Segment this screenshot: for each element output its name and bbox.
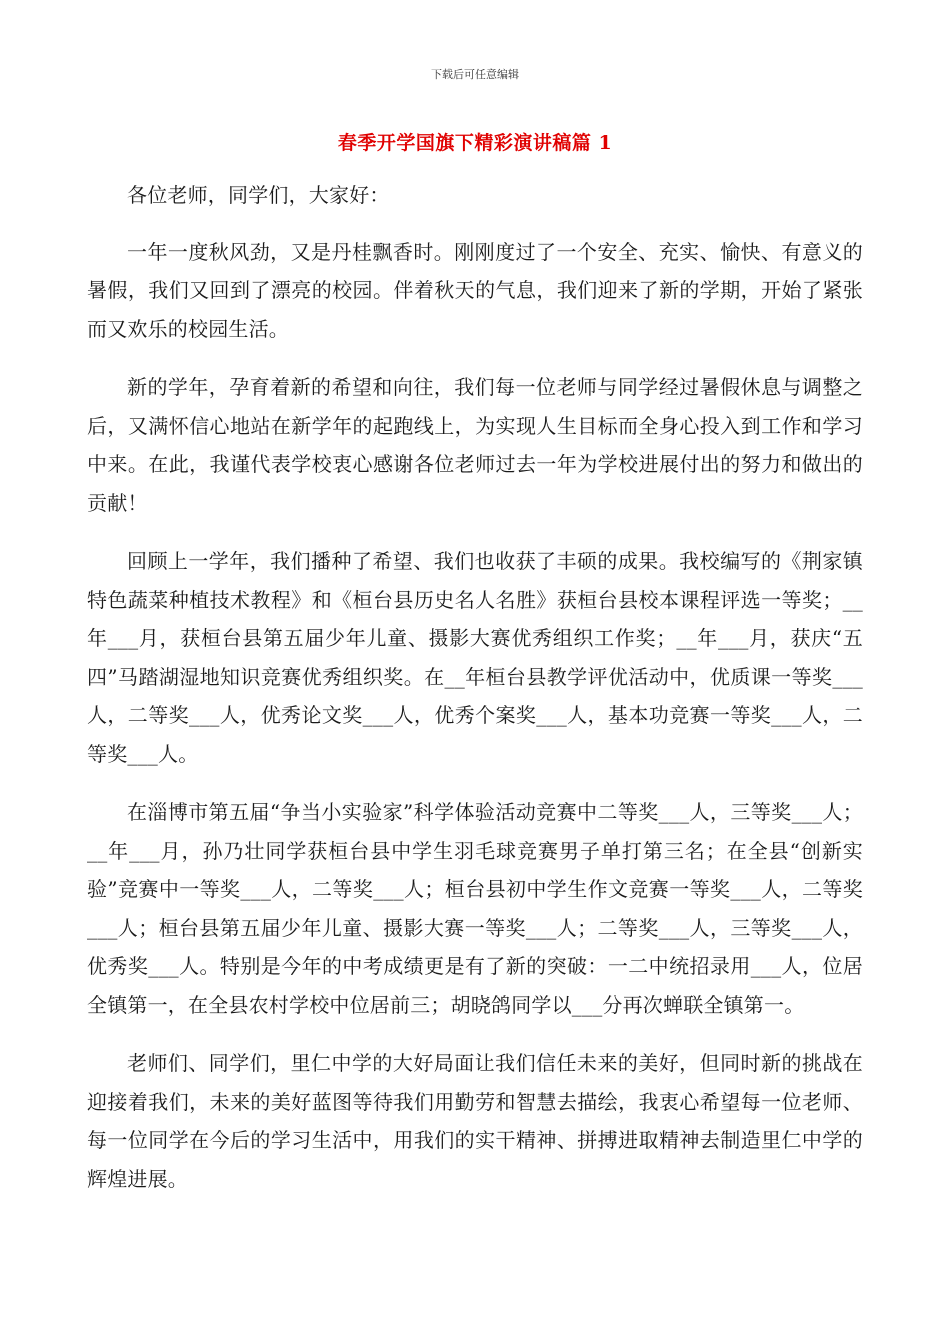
document-title: 春季开学国旗下精彩演讲稿篇 1 xyxy=(337,132,613,154)
document-body xyxy=(87,176,863,1218)
greeting-paragraph: 各位老师，同学们，大家好： xyxy=(127,183,390,207)
body-paragraph: 回顾上一学年，我们播种了希望、我们也收获了丰硕的成果。我校编写的《荆家镇特色蔬菜种植技术教程》和《桓台县历史名人名胜》获桓台县校本课程评选一等奖；__年___月，获桓台县第五届少年儿童、摄影大赛优秀组织工作奖；__年___月，获庆“五四”马踏湖湿地知识竞赛优秀组织奖。在__年桓台县教学评优活动中，优质课一等奖___人，二等奖___人，优秀论文奖___人，优秀个案奖___人，基本功竞赛一等奖___人，二等奖___人。 xyxy=(87,549,863,766)
body-paragraph: 老师们、同学们，里仁中学的大好局面让我们信任未来的美好，但同时新的挑战在迎接着我们，未来的美好蓝图等待我们用勤劳和智慧去描绘，我衷心希望每一位老师、每一位同学在今后的学习生活中，用我们的实干精神、拼搏进取精神去制造里仁中学的辉煌进展。 xyxy=(87,1051,863,1191)
body-paragraph: 一年一度秋风劲，又是丹桂飘香时。刚刚度过了一个安全、充实、愉快、有意义的暑假，我们又回到了漂亮的校园。伴着秋天的气息，我们迎来了新的学期，开始了紧张而又欢乐的校园生活。 xyxy=(87,239,863,341)
body-paragraph: 新的学年，孕育着新的希望和向往，我们每一位老师与同学经过暑假休息与调整之后，又满怀信心地站在新学年的起跑线上，为实现人生目标而全身心投入到工作和学习中来。在此，我谨代表学校衷心感谢各位老师过去一年为学校进展付出的努力和做出的贡献！ xyxy=(87,375,863,515)
body-paragraph: 在淄博市第五届“争当小实验家”科学体验活动竞赛中二等奖___人，三等奖___人；__年___月，孙乃壮同学获桓台县中学生羽毛球竞赛男子单打第三名；在全县“创新实验”竞赛中一等奖___人，二等奖___人；桓台县初中学生作文竞赛一等奖___人，二等奖___人；桓台县第五届少年儿童、摄影大赛一等奖___人；二等奖___人，三等奖___人，优秀奖___人。特别是今年的中考成绩更是有了新的突破：一二中统招录用___人，位居全镇第一，在全县农村学校中位居前三；胡晓鸽同学以___分再次蝉联全镇第一。 xyxy=(87,800,863,1017)
header-note: 下载后可任意编辑 xyxy=(431,68,519,81)
